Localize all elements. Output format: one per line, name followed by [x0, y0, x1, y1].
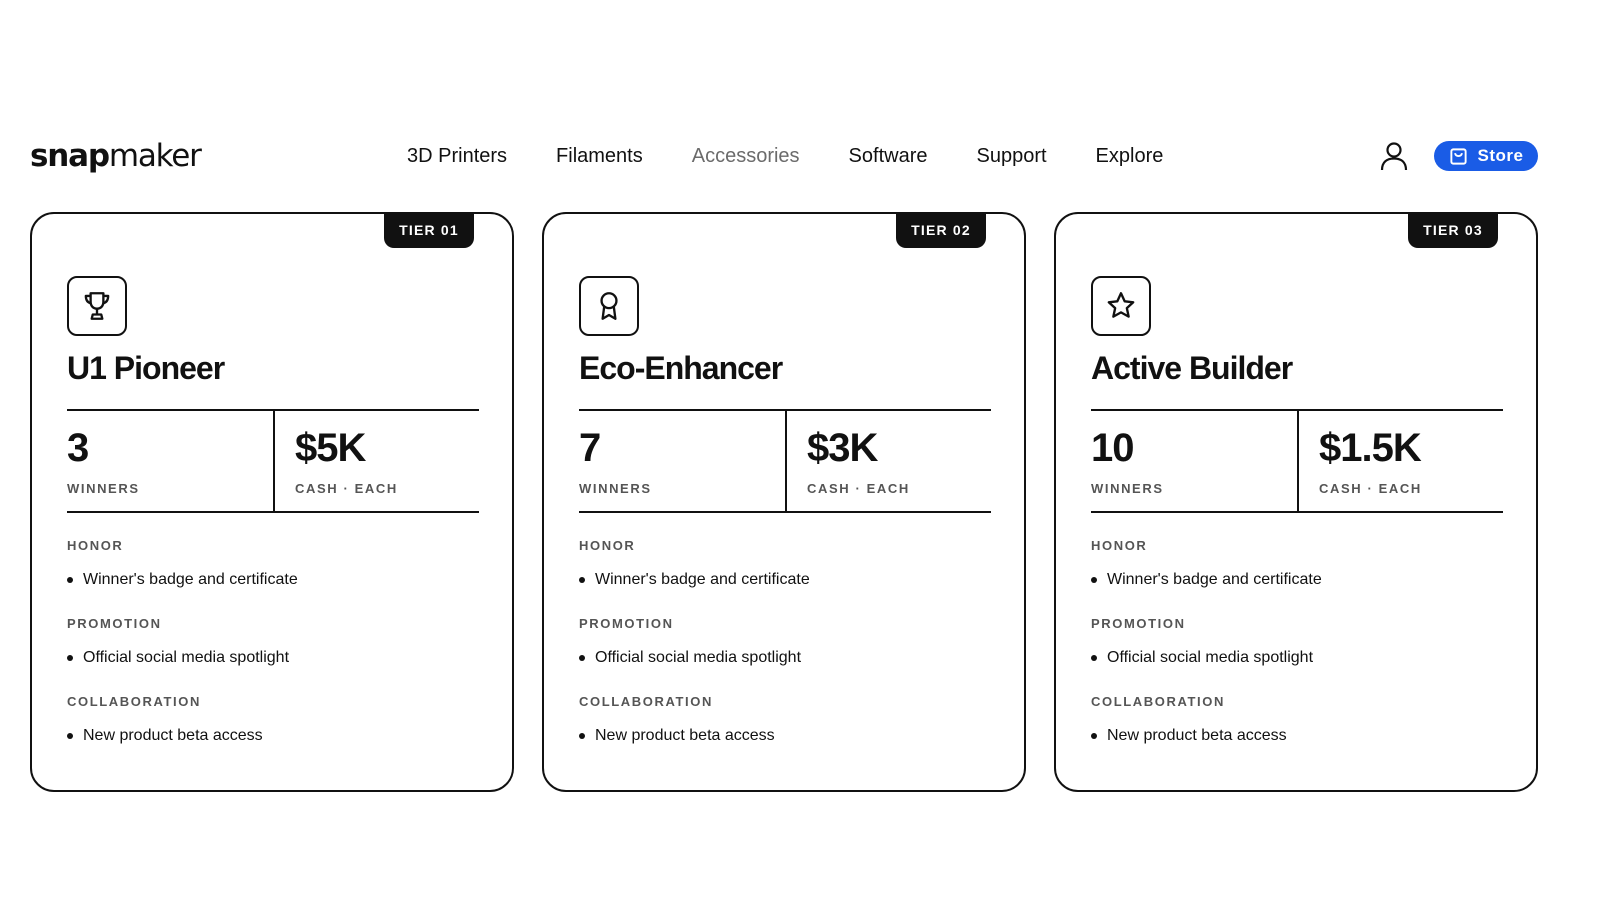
cash-value: $3K [807, 426, 878, 470]
section-heading: HONOR [67, 538, 124, 553]
card-title: Active Builder [1091, 350, 1293, 386]
section-item-text: New product beta access [595, 727, 775, 744]
cash-stat [1297, 411, 1503, 511]
section-heading: COLLABORATION [67, 694, 201, 709]
tier-badge: TIER 01 [384, 212, 474, 248]
section-item-text: Official social media spotlight [1107, 649, 1314, 666]
snapmaker-logo[interactable] [30, 136, 201, 176]
section-item [67, 648, 487, 668]
section-item [579, 570, 999, 590]
cash-value: $1.5K [1319, 426, 1421, 470]
bullet [1091, 733, 1097, 739]
stats-row [579, 409, 991, 513]
winners-value: 10 [1091, 426, 1134, 470]
winners-label: WINNERS [579, 481, 652, 496]
section-item-text: New product beta access [1107, 727, 1287, 744]
shopping-bag-icon [1449, 147, 1468, 166]
honor-section [579, 538, 999, 590]
section-heading: HONOR [1091, 538, 1148, 553]
trophy-icon [67, 276, 127, 336]
section-item [67, 570, 487, 590]
card-title: U1 Pioneer [67, 350, 225, 386]
cash-stat [273, 411, 479, 511]
winners-stat [67, 411, 273, 511]
nav-support[interactable]: Support [976, 145, 1047, 167]
tier-card-3 [1054, 212, 1538, 792]
section-item-text: New product beta access [83, 727, 263, 744]
stats-row [1091, 409, 1503, 513]
promotion-section [67, 616, 487, 668]
star-icon [1091, 276, 1151, 336]
bullet [67, 577, 73, 583]
site-header [0, 128, 1600, 188]
section-item-text: Winner's badge and certificate [83, 571, 298, 588]
winners-value: 3 [67, 426, 89, 470]
section-item [67, 726, 487, 746]
user-account-icon[interactable] [1378, 140, 1410, 172]
section-heading: PROMOTION [1091, 616, 1186, 631]
tier-badge: TIER 02 [896, 212, 986, 248]
section-heading: PROMOTION [579, 616, 674, 631]
section-item [579, 726, 999, 746]
winners-value: 7 [579, 426, 601, 470]
bullet [579, 577, 585, 583]
bullet [1091, 577, 1097, 583]
card-title: Eco-Enhancer [579, 350, 783, 386]
promotion-section [579, 616, 999, 668]
nav-explore[interactable]: Explore [1095, 145, 1164, 167]
section-heading: COLLABORATION [579, 694, 713, 709]
main-nav [407, 128, 1163, 184]
store-button[interactable] [1434, 141, 1538, 171]
section-heading: COLLABORATION [1091, 694, 1225, 709]
bullet [1091, 655, 1097, 661]
award-ribbon-icon [579, 276, 639, 336]
cash-stat [785, 411, 991, 511]
section-item [1091, 726, 1511, 746]
section-item-text: Official social media spotlight [83, 649, 290, 666]
tier-card-2 [542, 212, 1026, 792]
collaboration-section [579, 694, 999, 746]
winners-stat [1091, 411, 1297, 511]
honor-section [67, 538, 487, 590]
section-heading: PROMOTION [67, 616, 162, 631]
logo-text-bold: snap [30, 138, 109, 174]
honor-section [1091, 538, 1511, 590]
section-item [579, 648, 999, 668]
bullet [579, 655, 585, 661]
nav-software[interactable]: Software [848, 145, 928, 167]
tier-badge: TIER 03 [1408, 212, 1498, 248]
section-heading: HONOR [579, 538, 636, 553]
prize-tiers [30, 212, 1538, 792]
stats-row [67, 409, 479, 513]
winners-label: WINNERS [67, 481, 140, 496]
store-button-label: Store [1477, 146, 1524, 165]
logo-text-light: maker [108, 138, 201, 174]
winners-stat [579, 411, 785, 511]
section-item-text: Winner's badge and certificate [1107, 571, 1322, 588]
bullet [67, 655, 73, 661]
winners-label: WINNERS [1091, 481, 1164, 496]
section-item-text: Official social media spotlight [595, 649, 802, 666]
section-item [1091, 648, 1511, 668]
cash-label: CASH · EACH [295, 481, 398, 496]
cash-label: CASH · EACH [807, 481, 910, 496]
collaboration-section [67, 694, 487, 746]
nav-accessories[interactable]: Accessories [691, 145, 800, 167]
bullet [67, 733, 73, 739]
collaboration-section [1091, 694, 1511, 746]
nav-filaments[interactable]: Filaments [556, 145, 643, 167]
promotion-section [1091, 616, 1511, 668]
cash-value: $5K [295, 426, 366, 470]
nav-3d-printers[interactable]: 3D Printers [407, 145, 508, 167]
section-item-text: Winner's badge and certificate [595, 571, 810, 588]
tier-card-1 [30, 212, 514, 792]
section-item [1091, 570, 1511, 590]
bullet [579, 733, 585, 739]
cash-label: CASH · EACH [1319, 481, 1422, 496]
